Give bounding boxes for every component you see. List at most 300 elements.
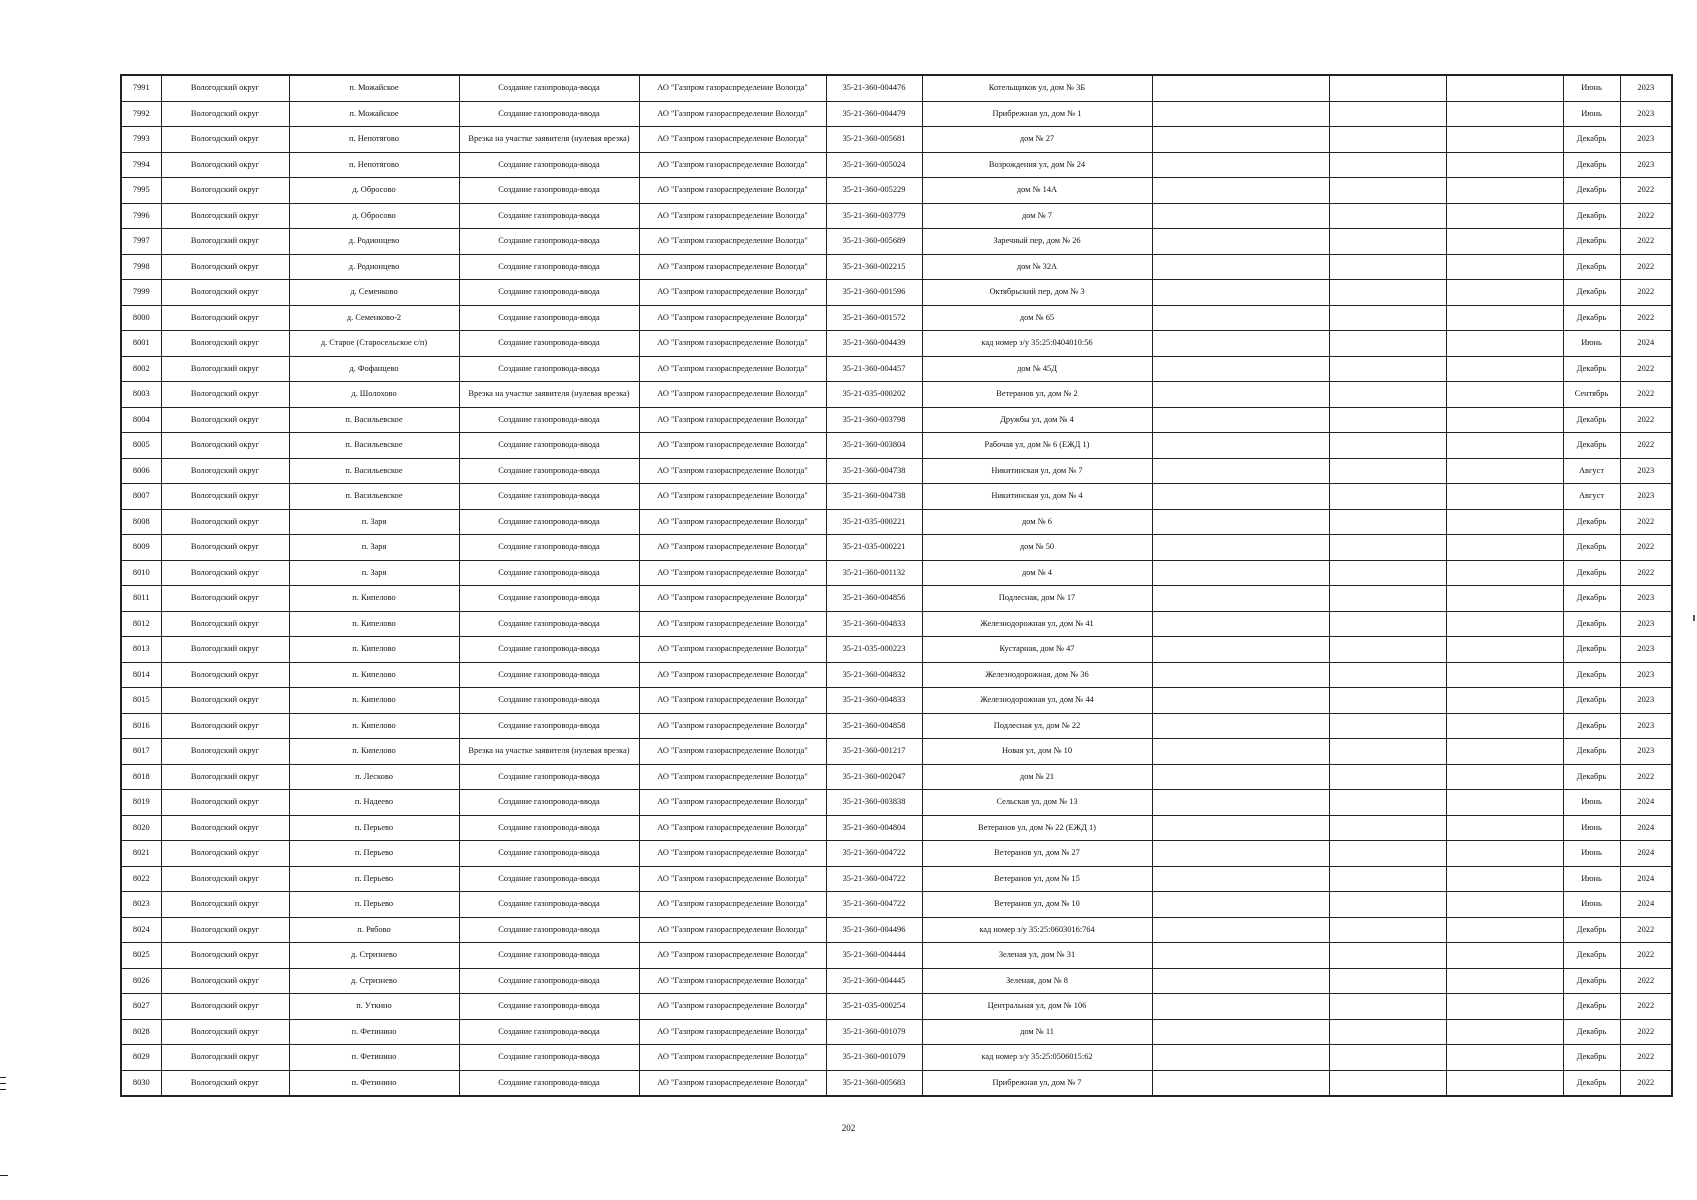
locality-cell: п. Кипелово — [289, 637, 459, 663]
empty-cell — [1329, 535, 1446, 561]
address-cell: дом № 32А — [922, 254, 1152, 280]
address-cell: Никитинская ул, дом № 4 — [922, 484, 1152, 510]
address-cell: кад номер з/у 35:25:0506015:62 — [922, 1045, 1152, 1071]
table-row — [121, 509, 1672, 535]
scan-edge-mark — [0, 1175, 8, 1176]
table-body — [121, 75, 1672, 1096]
year-cell: 2022 — [1620, 1019, 1672, 1045]
organization-cell: АО "Газпром газораспределение Вологда" — [639, 739, 826, 765]
locality-cell: п. Непотягово — [289, 152, 459, 178]
district-cell: Вологодский округ — [161, 764, 289, 790]
year-cell: 2022 — [1620, 305, 1672, 331]
empty-cell — [1329, 203, 1446, 229]
work-type-cell: Создание газопровода-ввода — [459, 764, 639, 790]
work-type-cell: Создание газопровода-ввода — [459, 994, 639, 1020]
district-cell: Вологодский округ — [161, 484, 289, 510]
object-code-cell: 35-21-360-004833 — [826, 688, 922, 714]
year-cell: 2024 — [1620, 331, 1672, 357]
organization-cell: АО "Газпром газораспределение Вологда" — [639, 407, 826, 433]
row-number: 8001 — [121, 331, 161, 357]
empty-cell — [1152, 917, 1329, 943]
year-cell: 2022 — [1620, 280, 1672, 306]
locality-cell: п. Перьево — [289, 815, 459, 841]
work-type-cell: Создание газопровода-ввода — [459, 560, 639, 586]
district-cell: Вологодский округ — [161, 407, 289, 433]
district-cell: Вологодский округ — [161, 739, 289, 765]
locality-cell: п. Кипелово — [289, 586, 459, 612]
district-cell: Вологодский округ — [161, 101, 289, 127]
object-code-cell: 35-21-360-004445 — [826, 968, 922, 994]
locality-cell: п. Перьево — [289, 841, 459, 867]
empty-cell — [1446, 637, 1563, 663]
row-number: 8016 — [121, 713, 161, 739]
organization-cell: АО "Газпром газораспределение Вологда" — [639, 331, 826, 357]
row-number: 8014 — [121, 662, 161, 688]
year-cell: 2024 — [1620, 892, 1672, 918]
table-row — [121, 943, 1672, 969]
address-cell: дом № 27 — [922, 127, 1152, 153]
district-cell: Вологодский округ — [161, 815, 289, 841]
empty-cell — [1446, 713, 1563, 739]
address-cell: дом № 14А — [922, 178, 1152, 204]
empty-cell — [1446, 1070, 1563, 1096]
object-code-cell: 35-21-360-005683 — [826, 1070, 922, 1096]
row-number: 8019 — [121, 790, 161, 816]
empty-cell — [1152, 203, 1329, 229]
address-cell: дом № 50 — [922, 535, 1152, 561]
district-cell: Вологодский округ — [161, 1019, 289, 1045]
row-number: 8002 — [121, 356, 161, 382]
district-cell: Вологодский округ — [161, 229, 289, 255]
district-cell: Вологодский округ — [161, 713, 289, 739]
empty-cell — [1446, 662, 1563, 688]
locality-cell: п. Заря — [289, 535, 459, 561]
empty-cell — [1329, 407, 1446, 433]
scan-edge-mark — [0, 1077, 6, 1078]
empty-cell — [1152, 535, 1329, 561]
locality-cell: д. Семенково — [289, 280, 459, 306]
work-type-cell: Создание газопровода-ввода — [459, 943, 639, 969]
locality-cell: п. Васильевское — [289, 433, 459, 459]
table-row — [121, 637, 1672, 663]
row-number: 7993 — [121, 127, 161, 153]
year-cell: 2022 — [1620, 407, 1672, 433]
month-cell: Декабрь — [1563, 305, 1620, 331]
year-cell: 2023 — [1620, 688, 1672, 714]
object-code-cell: 35-21-360-004722 — [826, 841, 922, 867]
address-cell: Новая ул, дом № 10 — [922, 739, 1152, 765]
table-row — [121, 203, 1672, 229]
empty-cell — [1152, 229, 1329, 255]
row-number: 8010 — [121, 560, 161, 586]
organization-cell: АО "Газпром газораспределение Вологда" — [639, 458, 826, 484]
district-cell: Вологодский округ — [161, 688, 289, 714]
work-type-cell: Создание газопровода-ввода — [459, 203, 639, 229]
row-number: 8030 — [121, 1070, 161, 1096]
object-code-cell: 35-21-360-004439 — [826, 331, 922, 357]
organization-cell: АО "Газпром газораспределение Вологда" — [639, 611, 826, 637]
table-row — [121, 382, 1672, 408]
locality-cell: д. Шолохово — [289, 382, 459, 408]
address-cell: Подлесная ул, дом № 22 — [922, 713, 1152, 739]
address-cell: Октябрьский пер, дом № 3 — [922, 280, 1152, 306]
empty-cell — [1329, 280, 1446, 306]
month-cell: Декабрь — [1563, 1070, 1620, 1096]
year-cell: 2022 — [1620, 1045, 1672, 1071]
empty-cell — [1329, 1019, 1446, 1045]
empty-cell — [1329, 127, 1446, 153]
table-row — [121, 229, 1672, 255]
empty-cell — [1446, 892, 1563, 918]
month-cell: Декабрь — [1563, 739, 1620, 765]
locality-cell: п. Кипелово — [289, 739, 459, 765]
empty-cell — [1329, 1070, 1446, 1096]
year-cell: 2022 — [1620, 229, 1672, 255]
year-cell: 2023 — [1620, 101, 1672, 127]
locality-cell: д. Родионцево — [289, 254, 459, 280]
month-cell: Декабрь — [1563, 509, 1620, 535]
organization-cell: АО "Газпром газораспределение Вологда" — [639, 203, 826, 229]
table-row — [121, 866, 1672, 892]
locality-cell: п. Надеево — [289, 790, 459, 816]
work-type-cell: Создание газопровода-ввода — [459, 917, 639, 943]
district-cell: Вологодский округ — [161, 254, 289, 280]
empty-cell — [1152, 560, 1329, 586]
year-cell: 2023 — [1620, 611, 1672, 637]
work-type-cell: Создание газопровода-ввода — [459, 152, 639, 178]
empty-cell — [1446, 229, 1563, 255]
work-type-cell: Создание газопровода-ввода — [459, 356, 639, 382]
locality-cell: п. Лесково — [289, 764, 459, 790]
organization-cell: АО "Газпром газораспределение Вологда" — [639, 75, 826, 101]
organization-cell: АО "Газпром газораспределение Вологда" — [639, 994, 826, 1020]
organization-cell: АО "Газпром газораспределение Вологда" — [639, 127, 826, 153]
year-cell: 2022 — [1620, 433, 1672, 459]
address-cell: Заречный пер, дом № 26 — [922, 229, 1152, 255]
empty-cell — [1152, 356, 1329, 382]
object-code-cell: 35-21-360-001596 — [826, 280, 922, 306]
district-cell: Вологодский округ — [161, 917, 289, 943]
table-row — [121, 356, 1672, 382]
month-cell: Декабрь — [1563, 917, 1620, 943]
organization-cell: АО "Газпром газораспределение Вологда" — [639, 917, 826, 943]
year-cell: 2022 — [1620, 764, 1672, 790]
empty-cell — [1152, 1019, 1329, 1045]
year-cell: 2022 — [1620, 178, 1672, 204]
empty-cell — [1152, 127, 1329, 153]
empty-cell — [1329, 305, 1446, 331]
empty-cell — [1329, 815, 1446, 841]
empty-cell — [1152, 815, 1329, 841]
year-cell: 2023 — [1620, 713, 1672, 739]
empty-cell — [1446, 331, 1563, 357]
month-cell: Декабрь — [1563, 662, 1620, 688]
row-number: 8012 — [121, 611, 161, 637]
row-number: 8018 — [121, 764, 161, 790]
row-number: 8007 — [121, 484, 161, 510]
month-cell: Декабрь — [1563, 280, 1620, 306]
address-cell: дом № 21 — [922, 764, 1152, 790]
organization-cell: АО "Газпром газораспределение Вологда" — [639, 586, 826, 612]
table-row — [121, 305, 1672, 331]
district-cell: Вологодский округ — [161, 866, 289, 892]
table-row — [121, 152, 1672, 178]
locality-cell: п. Непотягово — [289, 127, 459, 153]
year-cell: 2023 — [1620, 586, 1672, 612]
empty-cell — [1446, 866, 1563, 892]
object-code-cell: 35-21-360-004738 — [826, 458, 922, 484]
empty-cell — [1446, 75, 1563, 101]
table-row — [121, 1045, 1672, 1071]
month-cell: Декабрь — [1563, 203, 1620, 229]
row-number: 7996 — [121, 203, 161, 229]
address-cell: дом № 7 — [922, 203, 1152, 229]
table-row — [121, 101, 1672, 127]
empty-cell — [1152, 892, 1329, 918]
locality-cell: д. Семенково-2 — [289, 305, 459, 331]
locality-cell: д. Стризнево — [289, 968, 459, 994]
row-number: 8006 — [121, 458, 161, 484]
object-code-cell: 35-21-360-001217 — [826, 739, 922, 765]
empty-cell — [1152, 458, 1329, 484]
object-code-cell: 35-21-035-000221 — [826, 509, 922, 535]
empty-cell — [1329, 790, 1446, 816]
empty-cell — [1446, 101, 1563, 127]
empty-cell — [1446, 688, 1563, 714]
table-row — [121, 560, 1672, 586]
empty-cell — [1329, 1045, 1446, 1071]
district-cell: Вологодский округ — [161, 1070, 289, 1096]
work-type-cell: Создание газопровода-ввода — [459, 433, 639, 459]
locality-cell: д. Фофанцево — [289, 356, 459, 382]
empty-cell — [1329, 943, 1446, 969]
empty-cell — [1329, 994, 1446, 1020]
year-cell: 2023 — [1620, 662, 1672, 688]
empty-cell — [1446, 1045, 1563, 1071]
empty-cell — [1329, 841, 1446, 867]
month-cell: Август — [1563, 484, 1620, 510]
year-cell: 2023 — [1620, 739, 1672, 765]
locality-cell: п. Кипелово — [289, 662, 459, 688]
district-cell: Вологодский округ — [161, 458, 289, 484]
object-code-cell: 35-21-360-004804 — [826, 815, 922, 841]
table-row — [121, 688, 1672, 714]
work-type-cell: Создание газопровода-ввода — [459, 484, 639, 510]
empty-cell — [1329, 917, 1446, 943]
object-code-cell: 35-21-360-005024 — [826, 152, 922, 178]
address-cell: Железнодорожная, дом № 36 — [922, 662, 1152, 688]
object-code-cell: 35-21-360-004832 — [826, 662, 922, 688]
object-code-cell: 35-21-360-001132 — [826, 560, 922, 586]
district-cell: Вологодский округ — [161, 509, 289, 535]
empty-cell — [1152, 484, 1329, 510]
work-type-cell: Создание газопровода-ввода — [459, 254, 639, 280]
empty-cell — [1152, 968, 1329, 994]
address-cell: кад номер з/у 35:25:0404010:56 — [922, 331, 1152, 357]
empty-cell — [1446, 535, 1563, 561]
month-cell: Декабрь — [1563, 764, 1620, 790]
empty-cell — [1152, 280, 1329, 306]
district-cell: Вологодский округ — [161, 586, 289, 612]
table-row — [121, 713, 1672, 739]
empty-cell — [1446, 815, 1563, 841]
empty-cell — [1329, 866, 1446, 892]
object-code-cell: 35-21-360-003779 — [826, 203, 922, 229]
object-code-cell: 35-21-360-002215 — [826, 254, 922, 280]
month-cell: Декабрь — [1563, 611, 1620, 637]
address-cell: кад номер з/у 35:25:0603016:764 — [922, 917, 1152, 943]
row-number: 8020 — [121, 815, 161, 841]
locality-cell: п. Можайское — [289, 101, 459, 127]
row-number: 8028 — [121, 1019, 161, 1045]
table-row — [121, 127, 1672, 153]
year-cell: 2022 — [1620, 203, 1672, 229]
address-cell: Прибрежная ул, дом № 7 — [922, 1070, 1152, 1096]
empty-cell — [1152, 509, 1329, 535]
district-cell: Вологодский округ — [161, 892, 289, 918]
empty-cell — [1446, 433, 1563, 459]
empty-cell — [1152, 637, 1329, 663]
work-type-cell: Создание газопровода-ввода — [459, 280, 639, 306]
organization-cell: АО "Газпром газораспределение Вологда" — [639, 433, 826, 459]
object-code-cell: 35-21-360-004444 — [826, 943, 922, 969]
row-number: 8024 — [121, 917, 161, 943]
year-cell: 2023 — [1620, 458, 1672, 484]
empty-cell — [1152, 841, 1329, 867]
empty-cell — [1329, 178, 1446, 204]
month-cell: Декабрь — [1563, 356, 1620, 382]
district-cell: Вологодский округ — [161, 790, 289, 816]
table-row — [121, 994, 1672, 1020]
work-type-cell: Создание газопровода-ввода — [459, 535, 639, 561]
row-number: 8008 — [121, 509, 161, 535]
month-cell: Декабрь — [1563, 1019, 1620, 1045]
locality-cell: д. Обросово — [289, 178, 459, 204]
row-number: 8000 — [121, 305, 161, 331]
scan-edge-mark — [0, 1083, 6, 1084]
empty-cell — [1152, 1070, 1329, 1096]
locality-cell: д. Родионцево — [289, 229, 459, 255]
empty-cell — [1446, 560, 1563, 586]
empty-cell — [1446, 968, 1563, 994]
empty-cell — [1446, 841, 1563, 867]
year-cell: 2022 — [1620, 943, 1672, 969]
empty-cell — [1446, 1019, 1563, 1045]
row-number: 7995 — [121, 178, 161, 204]
object-code-cell: 35-21-360-001079 — [826, 1019, 922, 1045]
district-cell: Вологодский округ — [161, 611, 289, 637]
address-cell: Прибрежная ул, дом № 1 — [922, 101, 1152, 127]
row-number: 7992 — [121, 101, 161, 127]
empty-cell — [1152, 713, 1329, 739]
table-row — [121, 535, 1672, 561]
row-number: 8027 — [121, 994, 161, 1020]
work-type-cell: Врезка на участке заявителя (нулевая врезка) — [459, 739, 639, 765]
locality-cell: п. Кипелово — [289, 611, 459, 637]
table-row — [121, 178, 1672, 204]
table-row — [121, 815, 1672, 841]
table-row — [121, 1070, 1672, 1096]
object-code-cell: 35-21-360-004858 — [826, 713, 922, 739]
organization-cell: АО "Газпром газораспределение Вологда" — [639, 560, 826, 586]
empty-cell — [1329, 458, 1446, 484]
organization-cell: АО "Газпром газораспределение Вологда" — [639, 229, 826, 255]
locality-cell: п. Уткино — [289, 994, 459, 1020]
table-row — [121, 458, 1672, 484]
object-code-cell: 35-21-360-004457 — [826, 356, 922, 382]
row-number: 7997 — [121, 229, 161, 255]
empty-cell — [1446, 178, 1563, 204]
empty-cell — [1329, 484, 1446, 510]
organization-cell: АО "Газпром газораспределение Вологда" — [639, 1070, 826, 1096]
empty-cell — [1152, 305, 1329, 331]
organization-cell: АО "Газпром газораспределение Вологда" — [639, 280, 826, 306]
empty-cell — [1446, 305, 1563, 331]
empty-cell — [1329, 892, 1446, 918]
organization-cell: АО "Газпром газораспределение Вологда" — [639, 892, 826, 918]
row-number: 8003 — [121, 382, 161, 408]
year-cell: 2022 — [1620, 382, 1672, 408]
district-cell: Вологодский округ — [161, 841, 289, 867]
month-cell: Июнь — [1563, 866, 1620, 892]
work-type-cell: Создание газопровода-ввода — [459, 968, 639, 994]
address-cell: Железнодорожная ул, дом № 44 — [922, 688, 1152, 714]
table-row — [121, 611, 1672, 637]
month-cell: Декабрь — [1563, 968, 1620, 994]
month-cell: Июнь — [1563, 331, 1620, 357]
work-type-cell: Создание газопровода-ввода — [459, 841, 639, 867]
district-cell: Вологодский округ — [161, 560, 289, 586]
object-code-cell: 35-21-035-000254 — [826, 994, 922, 1020]
locality-cell: д. Старое (Старосельское с/п) — [289, 331, 459, 357]
organization-cell: АО "Газпром газораспределение Вологда" — [639, 866, 826, 892]
organization-cell: АО "Газпром газораспределение Вологда" — [639, 688, 826, 714]
table-row — [121, 280, 1672, 306]
year-cell: 2023 — [1620, 637, 1672, 663]
empty-cell — [1446, 484, 1563, 510]
year-cell: 2022 — [1620, 968, 1672, 994]
row-number: 8029 — [121, 1045, 161, 1071]
empty-cell — [1329, 254, 1446, 280]
organization-cell: АО "Газпром газораспределение Вологда" — [639, 790, 826, 816]
organization-cell: АО "Газпром газораспределение Вологда" — [639, 484, 826, 510]
locality-cell: п. Рябово — [289, 917, 459, 943]
locality-cell: д. Обросово — [289, 203, 459, 229]
organization-cell: АО "Газпром газораспределение Вологда" — [639, 305, 826, 331]
work-type-cell: Создание газопровода-ввода — [459, 458, 639, 484]
empty-cell — [1329, 382, 1446, 408]
year-cell: 2022 — [1620, 1070, 1672, 1096]
empty-cell — [1446, 407, 1563, 433]
year-cell: 2023 — [1620, 152, 1672, 178]
empty-cell — [1329, 662, 1446, 688]
empty-cell — [1446, 943, 1563, 969]
work-type-cell: Создание газопровода-ввода — [459, 305, 639, 331]
organization-cell: АО "Газпром газораспределение Вологда" — [639, 178, 826, 204]
organization-cell: АО "Газпром газораспределение Вологда" — [639, 815, 826, 841]
empty-cell — [1446, 586, 1563, 612]
year-cell: 2024 — [1620, 790, 1672, 816]
empty-cell — [1152, 254, 1329, 280]
work-type-cell: Создание газопровода-ввода — [459, 637, 639, 663]
year-cell: 2022 — [1620, 560, 1672, 586]
work-type-cell: Создание газопровода-ввода — [459, 586, 639, 612]
year-cell: 2023 — [1620, 75, 1672, 101]
district-cell: Вологодский округ — [161, 382, 289, 408]
address-cell: дом № 6 — [922, 509, 1152, 535]
table-row — [121, 662, 1672, 688]
work-type-cell: Создание газопровода-ввода — [459, 713, 639, 739]
